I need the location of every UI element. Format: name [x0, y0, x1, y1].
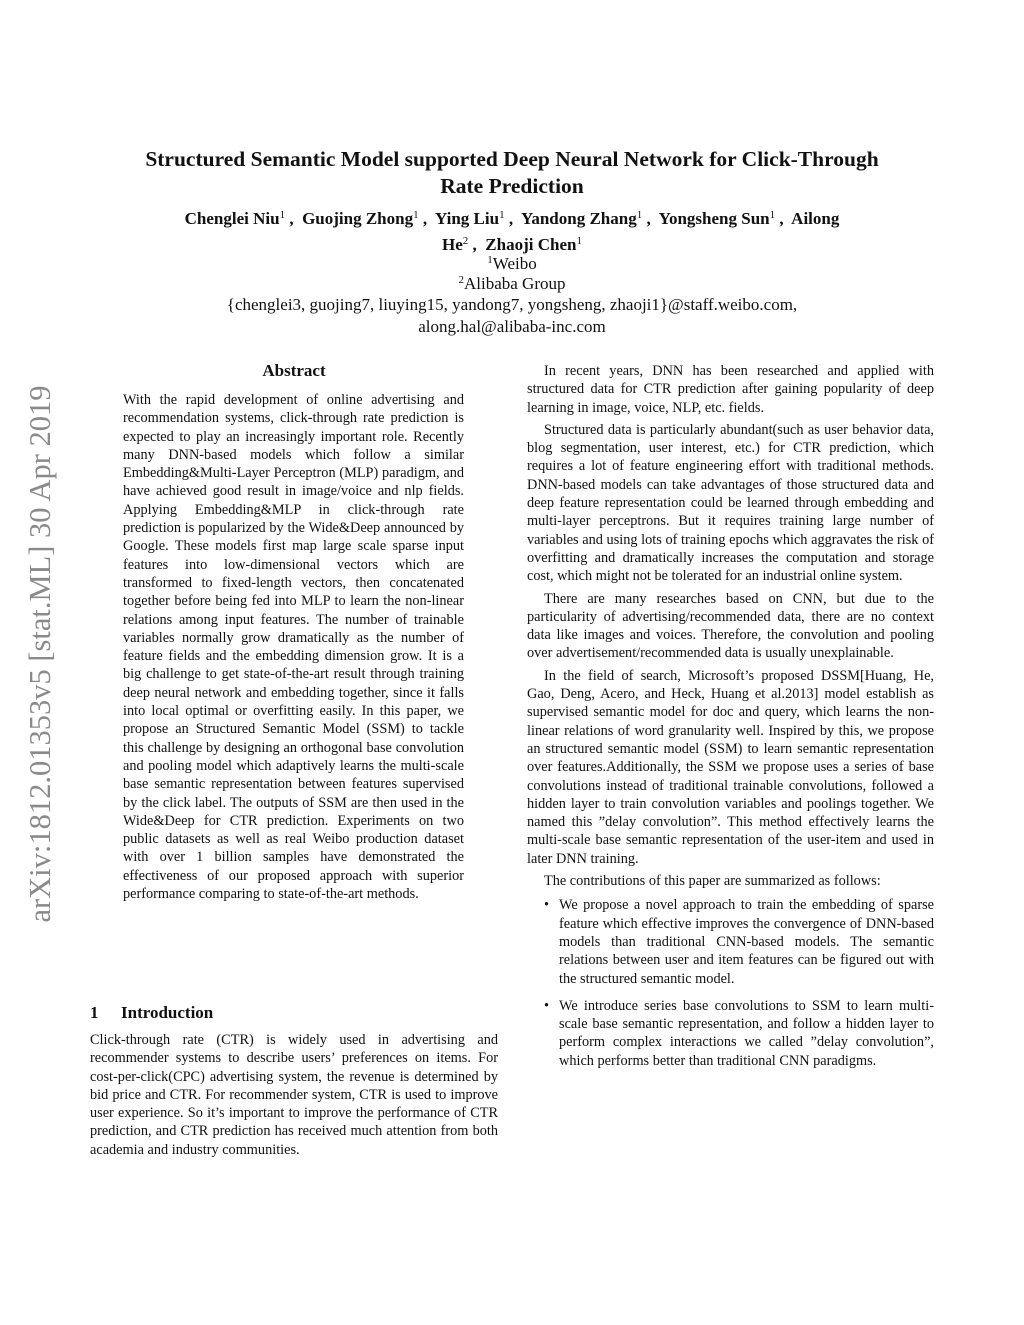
author: Yongsheng Sun$^1$: [658, 209, 776, 228]
intro-paragraph: Structured data is particularly abundant(such as user behavior data, blog segmentation, user interest, etc.) for CTR prediction, which requires a lot of feature engineering effort with traditional methods. DNN-based models can take advantages of those structured data and deep feature representation could be learned through embedding and multi-layer perceptrons. But it requires training large number of variables and using lots of training epochs which aggravates the risk of overfitting and dramatically increases the computation and storage cost, which might not be tolerated for an industrial online system.: [527, 421, 934, 585]
paper-title: [90, 146, 934, 200]
right-column: [527, 362, 934, 1079]
list-item: [527, 896, 934, 987]
intro-paragraph: In recent years, DNN has been researched and applied with structured data for CTR prediction after gaining popularity of deep learning in image, voice, NLP, etc. fields.: [527, 363, 934, 416]
abstract-body: With the rapid development of online advertising and recommendation systems, click-through rate prediction is expected to play an increasingly important role. Recently many DNN-based models which follow a similar Embedding&Multi-Layer Perceptron (MLP) paradigm, and have achieved good result in image/voice and nlp fields. Applying Embedding&MLP in click-through rate prediction is popularized by the Wide&Deep announced by Google. These models first map large scale sparse input features into low-dimensional vectors which are transformed to fixed-length vectors, then concatenated together before being fed into MLP to learn the non-linear relations among input features. The number of trainable variables normally grow dramatically as the number of feature fields and the embedding dimension grow. It is a big challenge to get state-of-the-art result through training deep neural network and embedding together, since it falls into local optimal or overfitting easily. In this paper, we propose an Structured Semantic Model (SSM) to tackle this challenge by designing an orthogonal base convolution and pooling model which adaptively learns the multi-scale base semantic representation between features supervised by the click label. The outputs of SSM are then used in the Wide&Deep for CTR prediction. Experiments on two public datasets as well as real Weibo production dataset with over 1 billion samples have demonstrated the effectiveness of our proposed approach with superior performance comparing to state-of-the-art methods.: [123, 392, 464, 903]
paper-title-line-1: Structured Semantic Model supported Deep Neural Network for Click-Through: [145, 147, 879, 171]
list-item-text: We introduce series base convolutions to SSM to learn multi-scale base semantic representation, and follow a hidden layer to perform complex interactions we called ”delay convolution”, which performs better than traditional CNN paradigms.: [559, 997, 934, 1069]
abstract-heading: Abstract: [262, 361, 326, 380]
affiliation: $^1$Weibo: [487, 254, 537, 273]
arxiv-identifier-text: arXiv:1812.01353v5 [stat.ML] 30 Apr 2019: [23, 385, 57, 923]
author-emails: [90, 294, 934, 338]
bullet-icon: •: [544, 897, 550, 914]
list-item: [527, 997, 934, 1070]
arxiv-identifier: [18, 346, 62, 962]
affiliation: $^2$Alibaba Group: [458, 274, 566, 293]
email-line-2: along.hal@alibaba-inc.com: [418, 317, 606, 336]
contribution-list: [527, 896, 934, 1070]
section-title: Introduction: [121, 1003, 214, 1022]
list-item-text: We propose a novel approach to train the embedding of sparse feature which effective improves the convergence of DNN-based models than traditional CNN-based models. The semantic relations between user and item features can be figured out with the structured semantic model.: [559, 897, 934, 987]
intro-paragraph: Click-through rate (CTR) is widely used in advertising and recommender systems to describe users’ preferences on items. For cost-per-click(CPC) advertising system, the revenue is determined by bid price and CTR. For recommender system, CTR is used to improve user experience. So it’s important to improve the performance of CTR prediction, and CTR prediction has received much attention from both academia and industry communities.: [90, 1032, 498, 1158]
author-list: Chenglei Niu$^1$ , Guojing Zhong$^1$ , Ying Liu$^1$ , Yandong Zhang$^1$ , Yongsheng Sun$^1$ , Ailong He$^2$ , Zhaoji Chen$^1$: [184, 209, 840, 254]
intro-paragraph: In the field of search, Microsoft’s proposed DSSM[Huang, He, Gao, Deng, Acero, and Heck, Huang et al.2013] model establish as supervised semantic model for doc and query, which learns the non-linear relations of word granularity well. Inspired by this, we propose an structured semantic model (SSM) to learn semantic representation over features.Additionally, the SSM we propose uses a series of base convolutions instead of traditional trainable convolutions, followed a hidden layer to train convolution variables and poolings together. We named this ”delay convolution”. This method effectively learns the multi-scale base semantic representation of the user-item and used in later DNN training.: [527, 667, 934, 867]
author: Ying Liu$^1$: [434, 209, 505, 228]
bullet-icon: •: [544, 997, 550, 1014]
author: Yandong Zhang$^1$: [520, 209, 643, 228]
author: Guojing Zhong$^1$: [302, 209, 419, 228]
section-heading: [90, 1003, 213, 1023]
author: Ailong He$^2$: [442, 209, 840, 254]
author: Zhaoji Chen$^1$: [485, 235, 582, 254]
email-line-1: {chenglei3, guojing7, liuying15, yandong7, yongsheng, zhaoji1}@staff.weibo.com,: [226, 295, 798, 314]
intro-paragraph: There are many researches based on CNN, but due to the particularity of advertising/recommended data, there are no context data like images and voices. Therefore, the convolution and pooling over advertisement/recommended data is usually unexplainable.: [527, 590, 934, 662]
author: Chenglei Niu$^1$: [184, 209, 286, 228]
paper-title-line-2: Rate Prediction: [440, 174, 584, 198]
section-number: 1: [90, 1003, 99, 1022]
intro-paragraph: The contributions of this paper are summarized as follows:: [544, 873, 881, 890]
